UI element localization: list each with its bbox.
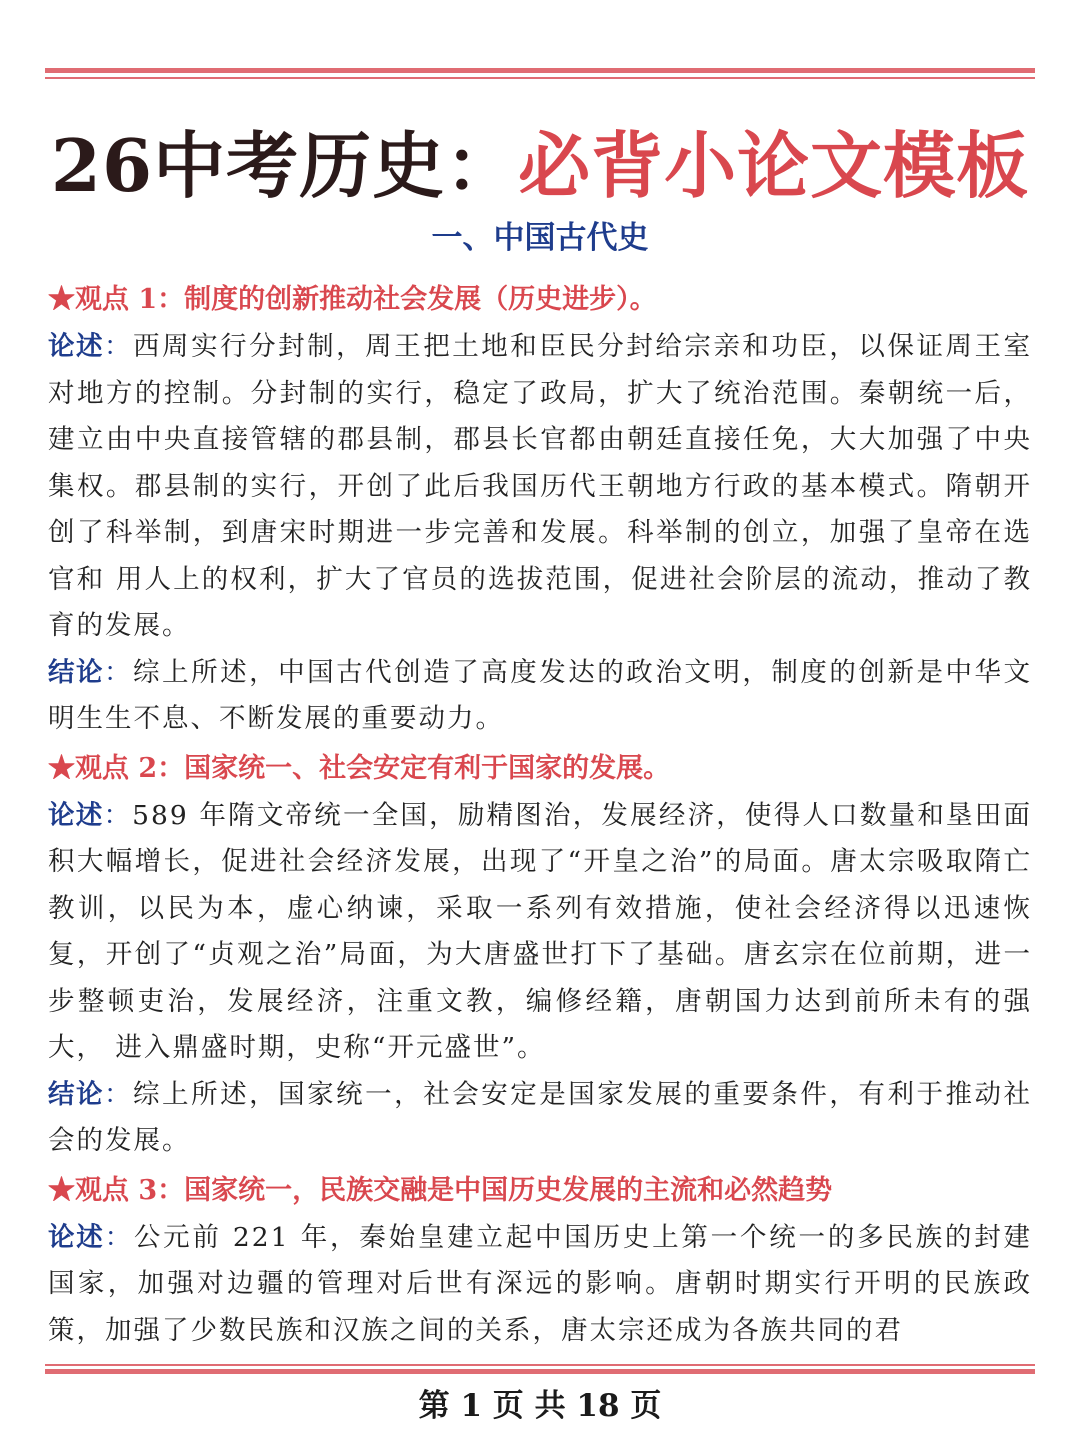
point-2-conclusion-text: 综上所述，国家统一，社会安定是国家发展的重要条件，有利于推动社会的发展。	[48, 1078, 1032, 1156]
argument-label: 论述	[48, 799, 104, 831]
point-3-heading: ★观点 3：国家统一，民族交融是中国历史发展的主流和必然趋势	[48, 1174, 833, 1206]
argument-label: 论述	[48, 331, 105, 362]
bottom-divider-thin-line	[45, 1364, 1035, 1366]
page-title	[0, 118, 1080, 214]
point-1-conclusion-text: 综上所述，中国古代创造了高度发达的政治文明，制度的创新是中华文明生生不息、不断发展的重要动力。	[48, 656, 1032, 734]
point-2-argument-text: 589 年隋文帝统一全国，励精图治，发展经济，使得人口数量和垦田面积大幅增长，促进社会经济发展，出现了“开皇之治”的局面。唐太宗吸取隋亡教训，以民为本，虚心纳谏，采取一系列有效措施，使社会经济得以迅速恢复，开创了“贞观之治”局面，为大唐盛世打下了基础。唐玄宗在位前期，进一步整顿吏治，发展经济，注重文教，编修经籍，唐朝国力达到前所未有的强大， 进入鼎盛时期，史称“开元盛世”。	[48, 799, 1032, 1063]
argument-label: 论述	[48, 1221, 105, 1253]
top-divider-thick-line	[45, 68, 1035, 73]
point-3-argument-text: 公元前 221 年，秦始皇建立起中国历史上第一个统一的多民族的封建国家，加强对边疆的管理对后世有深远的影响。唐朝时期实行开明的民族政策，加强了少数民族和汉族之间的关系，唐太宗还成为各族共同的君	[48, 1221, 1032, 1346]
page-title-prefix: 26中考历史：	[50, 123, 519, 208]
top-divider-thin-line	[45, 77, 1035, 79]
section-heading: 一、中国古代史	[431, 220, 649, 256]
point-3-argument: 论述：公元前 221 年，秦始皇建立起中国历史上第一个统一的多民族的封建国家，加强对边疆的管理对后世有深远的影响。唐朝时期实行开明的民族政策，加强了少数民族和汉族之间的关系，唐太宗还成为各族共同的君	[48, 1221, 1032, 1346]
page-title-highlight: 必背小论文模板	[518, 123, 1030, 208]
point-1-argument-text: 西周实行分封制，周王把土地和臣民分封给宗亲和功臣，以保证周王室对地方的控制。分封制的实行，稳定了政局，扩大了统治范围。秦朝统一后，建立由中央直接管辖的郡县制，郡县长官都由朝廷直接任免，大大加强了中央集权。郡县制的实行，开创了此后我国历代王朝地方行政的基本模式。隋朝开创了科举制，到唐宋时期进一步完善和发展。科举制的创立，加强了皇帝在选官和 用人上的权利，扩大了官员的选拔范围，促进社会阶层的流动，推动了教育的发展。	[48, 331, 1032, 641]
content-body	[48, 278, 1032, 1360]
conclusion-label: 结论	[48, 1078, 105, 1110]
point-1-heading: ★观点 1：制度的创新推动社会发展（历史进步）。	[48, 284, 657, 315]
bottom-divider-thick-line	[45, 1369, 1035, 1374]
point-2-conclusion: 结论：综上所述，国家统一，社会安定是国家发展的重要条件，有利于推动社会的发展。	[48, 1078, 1032, 1156]
top-divider	[45, 68, 1035, 82]
point-2-heading: ★观点 2：国家统一、社会安定有利于国家的发展。	[48, 752, 671, 784]
point-1-conclusion: 结论：综上所述，中国古代创造了高度发达的政治文明，制度的创新是中华文明生生不息、不断发展的重要动力。	[48, 656, 1032, 734]
point-1-argument: 论述：西周实行分封制，周王把土地和臣民分封给宗亲和功臣，以保证周王室对地方的控制。分封制的实行，稳定了政局，扩大了统治范围。秦朝统一后，建立由中央直接管辖的郡县制，郡县长官都由朝廷直接任免，大大加强了中央集权。郡县制的实行，开创了此后我国历代王朝地方行政的基本模式。隋朝开创了科举制，到唐宋时期进一步完善和发展。科举制的创立，加强了皇帝在选官和 用人上的权利，扩大了官员的选拔范围，促进社会阶层的流动，推动了教育的发展。	[48, 331, 1032, 641]
conclusion-label: 结论	[48, 656, 105, 688]
point-2-argument: 论述：589 年隋文帝统一全国，励精图治，发展经济，使得人口数量和垦田面积大幅增长，促进社会经济发展，出现了“开皇之治”的局面。唐太宗吸取隋亡教训，以民为本，虚心纳谏，采取一系列有效措施，使社会经济得以迅速恢复，开创了“贞观之治”局面，为大唐盛世打下了基础。唐玄宗在位前期，进一步整顿吏治，发展经济，注重文教，编修经籍，唐朝国力达到前所未有的强大， 进入鼎盛时期，史称“开元盛世”。	[48, 799, 1032, 1063]
page-number: 第 1 页 共 18 页	[418, 1388, 662, 1424]
bottom-divider	[45, 1364, 1035, 1378]
